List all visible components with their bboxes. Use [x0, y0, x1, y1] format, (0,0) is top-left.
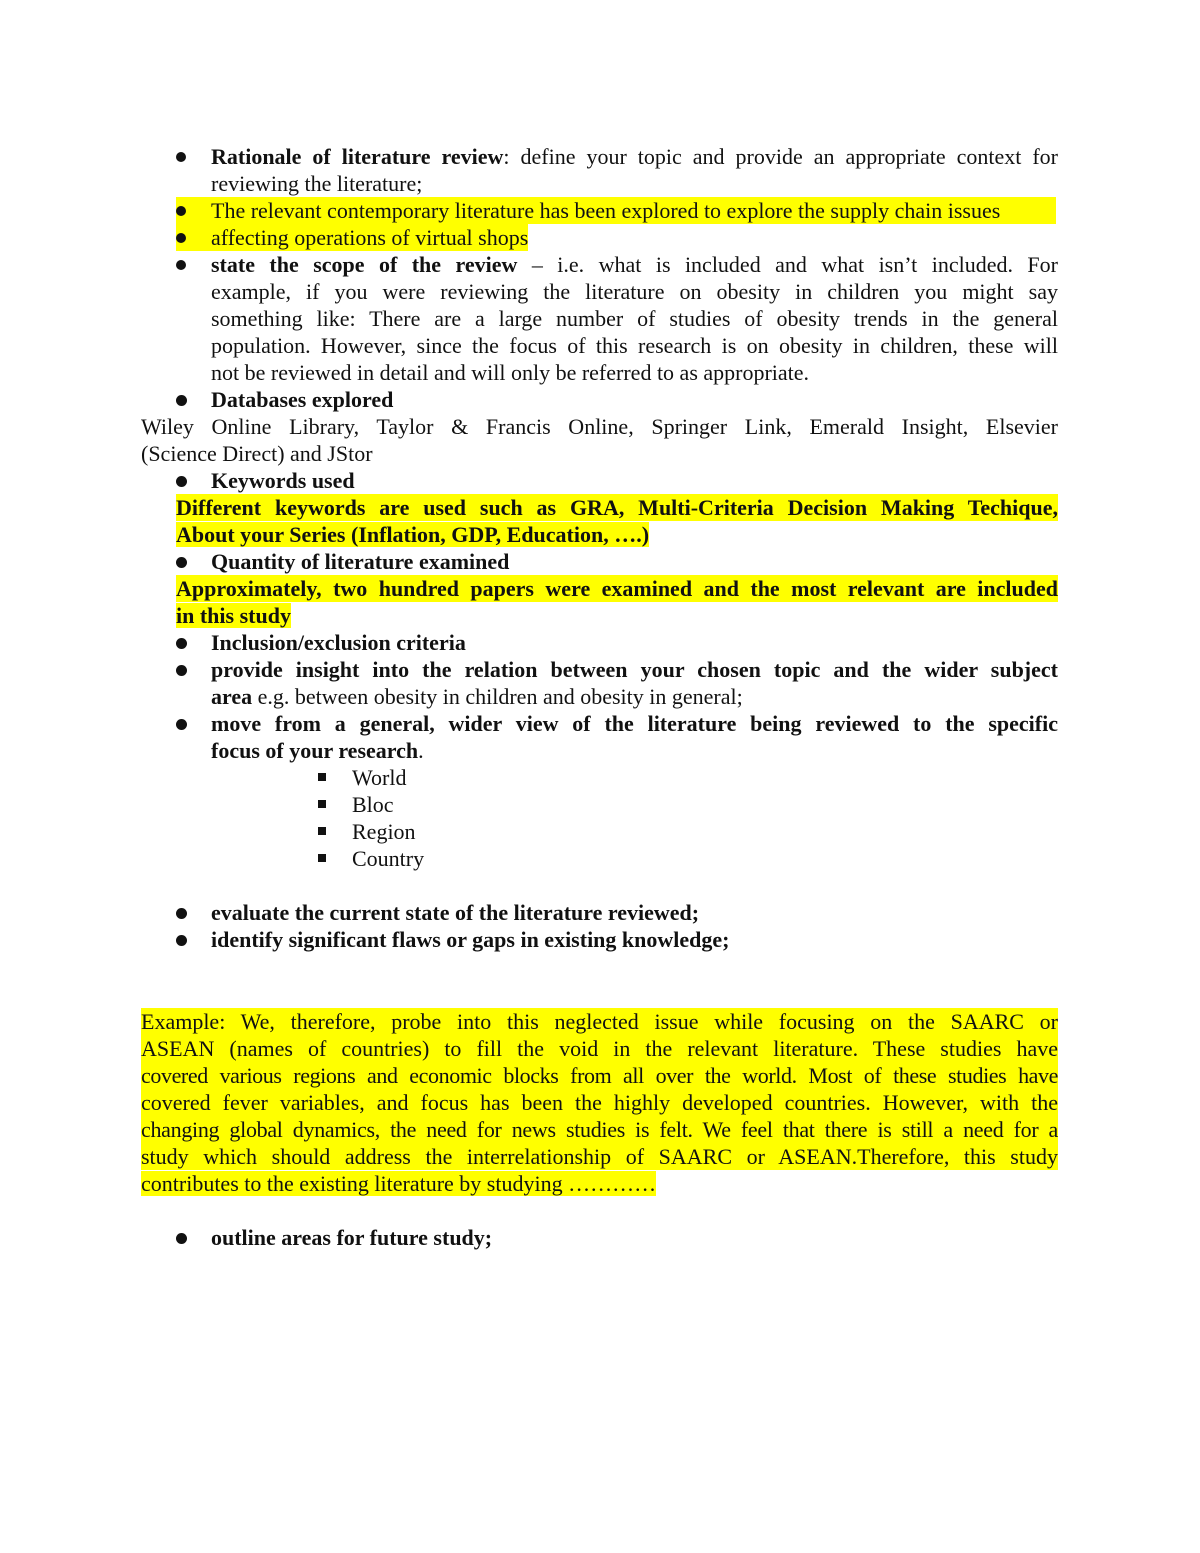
insight-line-2 — [211, 683, 743, 710]
quantity-line-1 — [176, 575, 1058, 602]
rationale-line-1 — [211, 143, 1058, 170]
databases-line-1 — [141, 413, 1058, 440]
example-line-5 — [141, 1116, 1058, 1143]
bullet-icon — [176, 719, 187, 730]
bullet-icon — [176, 233, 186, 243]
insight-line-2-bold: area — [211, 684, 253, 709]
bullet-icon — [176, 1233, 187, 1244]
insight-line-2-text: e.g. between obesity in children and obesity in general; — [252, 684, 743, 709]
scope-line-4-text: population. However, since the focus of this research is on obesity in children, these will — [211, 333, 1058, 358]
example-line-3-text: covered various regions and economic blocks from all over the world. Most of these studies have — [141, 1063, 1058, 1088]
bullet-icon — [176, 395, 187, 406]
sublist-item-bloc: Bloc — [352, 792, 394, 817]
move-line-1 — [211, 710, 1058, 737]
scope-line-3 — [211, 305, 1058, 332]
highlight-line-1: The relevant contemporary literature has been explored to explore the supply chain issues — [176, 197, 1056, 224]
quantity-line-2 — [176, 602, 291, 629]
insight-line-1 — [211, 656, 1058, 683]
bullet-icon — [176, 152, 186, 162]
move-line-2-bold: focus of your research — [211, 738, 419, 763]
databases-line-2: (Science Direct) and JStor — [141, 441, 373, 466]
keywords-heading: Keywords used — [211, 468, 355, 493]
example-line-1 — [141, 1008, 1058, 1035]
example-line-7 — [141, 1170, 656, 1197]
square-bullet-icon — [318, 773, 326, 781]
scope-line-2-text: example, if you were reviewing the literature on obesity in children you might say — [211, 279, 1058, 304]
bullet-icon — [176, 638, 187, 649]
bullet-icon — [176, 557, 187, 568]
example-line-1-text: Example: We, therefore, probe into this neglected issue while focusing on the SAARC or — [141, 1009, 1058, 1034]
bullet-icon — [176, 260, 186, 270]
scope-label: state the scope of the review — [211, 252, 518, 277]
scope-line-1 — [211, 251, 1058, 278]
outline-item: outline areas for future study; — [211, 1225, 493, 1250]
move-line-2-text: . — [418, 738, 424, 763]
sublist-item-country: Country — [352, 846, 425, 871]
example-line-6 — [141, 1143, 1058, 1170]
rationale-line-2: reviewing the literature; — [211, 171, 423, 196]
sublist-item-world: World — [352, 765, 407, 790]
square-bullet-icon — [318, 827, 326, 835]
databases-line-1-text: Wiley Online Library, Taylor & Francis Online, Springer Link, Emerald Insight, Elsevier — [141, 414, 1058, 439]
highlight-line-1-bg — [176, 197, 1056, 224]
square-bullet-icon — [318, 854, 326, 862]
sublist-item-region: Region — [352, 819, 416, 844]
scope-line-2 — [211, 278, 1058, 305]
quantity-line-1-text: Approximately, two hundred papers were examined and the most relevant are included — [176, 576, 1058, 601]
bullet-icon — [176, 476, 187, 487]
rationale-text: : define your topic and provide an appropriate context for — [503, 144, 1058, 169]
bullet-icon — [176, 935, 187, 946]
scope-line-3-text: something like: There are a large number of studies of obesity trends in the general — [211, 306, 1058, 331]
example-line-5-text: changing global dynamics, the need for news studies is felt. We feel that there is still a need for a — [141, 1117, 1058, 1142]
move-line-2 — [211, 737, 424, 764]
example-line-6-text: study which should address the interrelationship of SAARC or ASEAN.Therefore, this study — [141, 1144, 1058, 1169]
keywords-line-1-text: Different keywords are used such as GRA, Multi-Criteria Decision Making Techique, — [176, 495, 1058, 520]
example-line-4-text: covered fever variables, and focus has been the highly developed countries. However, with the — [141, 1090, 1058, 1115]
example-line-7-text: contributes to the existing literature by studying ………… — [141, 1171, 657, 1196]
scope-line-4 — [211, 332, 1058, 359]
keywords-line-2-text: About your Series (Inflation, GDP, Education, ….) — [176, 522, 650, 547]
bullet-icon — [176, 665, 187, 676]
databases-heading: Databases explored — [211, 387, 394, 412]
insight-line-1-text: provide insight into the relation between your chosen topic and the wider subject — [211, 657, 1058, 682]
evaluate-item: evaluate the current state of the literature reviewed; — [211, 900, 700, 925]
quantity-heading: Quantity of literature examined — [211, 549, 510, 574]
keywords-line-2 — [176, 521, 649, 548]
example-line-2-text: ASEAN (names of countries) to fill the void in the relevant literature. These studies have — [141, 1036, 1058, 1061]
highlight-line-2-bg — [176, 224, 528, 251]
highlight-line-2: affecting operations of virtual shops — [176, 224, 528, 251]
identify-item: identify significant flaws or gaps in existing knowledge; — [211, 927, 730, 952]
scope-line-5: not be reviewed in detail and will only be referred to as appropriate. — [211, 360, 810, 385]
keywords-line-1 — [176, 494, 1058, 521]
inclusion-heading: Inclusion/exclusion criteria — [211, 630, 466, 655]
example-line-2 — [141, 1035, 1058, 1062]
scope-text: – i.e. what is included and what isn’t included. For — [517, 252, 1058, 277]
example-line-3 — [141, 1062, 1058, 1089]
quantity-line-2-text: in this study — [176, 603, 291, 628]
example-line-4 — [141, 1089, 1058, 1116]
move-line-1-text: move from a general, wider view of the literature being reviewed to the specific — [211, 711, 1058, 736]
bullet-icon — [176, 908, 187, 919]
square-bullet-icon — [318, 800, 326, 808]
bullet-icon — [176, 206, 186, 216]
rationale-label: Rationale of literature review — [211, 144, 504, 169]
